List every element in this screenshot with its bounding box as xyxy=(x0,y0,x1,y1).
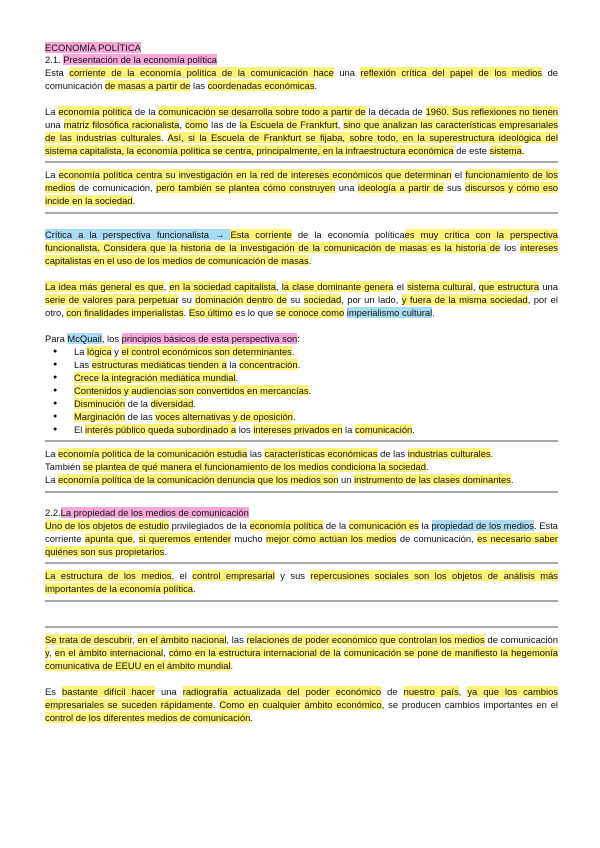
highlight: economía política xyxy=(249,520,324,531)
highlight: relaciones de poder económico que controlan los medios xyxy=(246,634,485,645)
text: : xyxy=(297,333,300,344)
list-item xyxy=(45,423,558,436)
highlight: de masas a partir de xyxy=(104,80,191,91)
text: el xyxy=(451,169,466,180)
text: . xyxy=(193,583,196,594)
highlight: comunicación se pone de manifiesto la hegemonía comunicativa de EEUU en el ámbito mundial xyxy=(45,647,559,671)
highlight: Crece la integración mediática mundial xyxy=(74,372,236,383)
text: . xyxy=(490,448,494,459)
highlight: economía política de la comunicación estudia xyxy=(58,448,248,459)
text: . xyxy=(308,385,312,396)
highlight: sistema xyxy=(489,145,522,156)
paragraph xyxy=(45,519,558,558)
text: de la xyxy=(125,398,151,409)
highlight: características económicas xyxy=(264,448,378,459)
highlight: funcionamiento de los medios xyxy=(45,169,558,193)
text: , xyxy=(472,281,479,292)
highlight: serie de valores para perpetuar xyxy=(45,294,179,305)
highlight-blue: imperialismo cultural xyxy=(346,307,433,318)
horizontal-rule xyxy=(45,212,558,214)
paragraph xyxy=(45,105,558,157)
highlight: ya que los cambios empresariales se suceden rápidamente xyxy=(45,686,558,710)
text: la xyxy=(226,359,240,370)
text: mucho xyxy=(231,533,267,544)
text: Las xyxy=(74,359,92,370)
horizontal-rule xyxy=(45,440,558,442)
highlight: pero también se plantea cómo construyen xyxy=(156,182,336,193)
list-item xyxy=(45,384,558,397)
highlight: Contenidos y audiencias son convertidos en mercancías xyxy=(74,385,309,396)
text: . xyxy=(132,195,136,206)
highlight: comunicación se desarrolla sobre todo a partir de xyxy=(158,106,366,117)
highlight: el control económicos son determinantes xyxy=(121,346,292,357)
text: . xyxy=(164,546,167,557)
text: . xyxy=(297,359,301,370)
highlight: repercusiones sociales son los objetos de análisis más importantes de la economía política xyxy=(45,570,558,594)
highlight: cómo en la estructura internacional de la xyxy=(168,647,341,658)
section-number: 2.2. xyxy=(45,507,61,518)
text: . xyxy=(308,255,312,266)
text: sus xyxy=(443,182,466,193)
text: un xyxy=(338,474,355,485)
text: las de xyxy=(208,119,240,130)
highlight: corriente de la economía política de la comunicación hace xyxy=(69,67,334,78)
text: , xyxy=(163,281,170,292)
text: una xyxy=(45,119,64,130)
highlight: interés público queda subordinado a xyxy=(84,424,237,435)
text: El xyxy=(74,424,85,435)
paragraph xyxy=(45,228,558,267)
highlight: La idea más general es que xyxy=(45,281,164,292)
text: . xyxy=(212,699,220,710)
text: de las xyxy=(377,448,408,459)
text: una xyxy=(333,67,361,78)
horizontal-rule xyxy=(45,161,558,163)
text: Para xyxy=(45,333,68,344)
list-item xyxy=(45,345,558,358)
highlight: reflexión crítica del papel de los medios xyxy=(360,67,543,78)
text: , por un lado, xyxy=(341,294,402,305)
text: . xyxy=(291,346,295,357)
text: . xyxy=(160,132,168,143)
list-item xyxy=(45,358,558,371)
section-2-1-heading xyxy=(45,54,558,66)
text: . xyxy=(314,80,318,91)
highlight: sociedad xyxy=(303,294,342,305)
highlight: es necesario saber quiénes son sus propietarios xyxy=(45,533,558,557)
text: , xyxy=(337,119,344,130)
summary-line xyxy=(45,473,558,486)
highlight: como xyxy=(185,119,209,130)
text: de comunicación, xyxy=(396,533,478,544)
paragraph xyxy=(45,633,558,672)
highlight: Esta corriente xyxy=(230,229,292,240)
highlight: intereses capitalistas en el uso de los medios de comunicación de masas xyxy=(45,242,558,266)
text: las xyxy=(247,448,265,459)
text: . xyxy=(230,660,234,671)
highlight-pink: principios básicos de esta perspectiva son xyxy=(121,333,298,344)
highlight: Uno de los objetos de estudio xyxy=(45,520,169,531)
highlight: sistema cultural xyxy=(407,281,473,292)
text: Es xyxy=(45,686,63,697)
highlight: lógica xyxy=(87,346,112,357)
highlight: en la sociedad capitalista xyxy=(169,281,276,292)
horizontal-rule xyxy=(45,562,558,564)
text: , xyxy=(458,686,468,697)
highlight-blue: McQuail xyxy=(67,333,102,344)
highlight: se plantea de qué manera el funcionamiento de los medios condiciona la sociedad xyxy=(83,461,426,472)
text: los xyxy=(500,242,520,253)
highlight: la Escuela de Frankfurt xyxy=(239,119,338,130)
text: . xyxy=(510,474,514,485)
section-2-2-heading xyxy=(45,507,558,519)
highlight: Se trata de descubrir xyxy=(45,634,132,645)
text: y sus xyxy=(274,570,311,581)
text: La xyxy=(45,169,59,180)
text: . xyxy=(235,372,239,383)
paragraph xyxy=(45,168,558,207)
highlight: nuestro país xyxy=(403,686,459,697)
highlight: la clase dominante genera xyxy=(281,281,394,292)
text: la xyxy=(418,520,432,531)
highlight: voces alternativas y de oposición xyxy=(155,411,293,422)
text: es lo que xyxy=(232,307,276,318)
highlight: Eso último xyxy=(188,307,233,318)
highlight-blue: propiedad de los medios xyxy=(431,520,534,531)
text: la xyxy=(342,424,355,435)
text: . xyxy=(425,461,429,472)
paragraph xyxy=(45,685,558,724)
text: La xyxy=(45,106,59,117)
highlight: matriz filosófica racionalista xyxy=(63,119,180,130)
paragraph xyxy=(45,332,558,345)
paragraph xyxy=(45,280,558,319)
highlight: instrumento de las clases dominantes xyxy=(354,474,511,485)
text: de comunicación xyxy=(484,634,558,645)
text: de la economía política xyxy=(291,229,405,240)
text: . xyxy=(412,424,415,435)
highlight: que estructura xyxy=(478,281,540,292)
text: . xyxy=(292,411,296,422)
highlight: diversidad xyxy=(150,398,194,409)
text: de comunicación xyxy=(45,67,558,91)
text: de comunicación, xyxy=(75,182,157,193)
highlight: intereses privados en xyxy=(253,424,343,435)
text: La xyxy=(74,346,88,357)
highlight: discursos y cómo eso incide en la sociedad xyxy=(45,182,558,206)
section-heading-text: La propiedad de los medios de comunicación xyxy=(60,507,249,518)
text: de la xyxy=(132,106,159,117)
highlight: radiografía actualizada del poder económico xyxy=(182,686,382,697)
text: , xyxy=(275,281,282,292)
highlight: es muy crítica con la perspectiva funcionalista. Considera que la historia de la investigación de la comunicación de masas es la historia de xyxy=(45,229,558,253)
text: de este xyxy=(453,145,490,156)
list-item xyxy=(45,397,558,410)
section-number: 2.1. xyxy=(45,54,64,65)
text: , xyxy=(179,119,186,130)
text: una xyxy=(335,182,358,193)
title-text: ECONOMÍA POLÍTICA xyxy=(45,42,141,53)
highlight: ideología a partir de xyxy=(357,182,444,193)
text: su xyxy=(178,294,196,305)
text: Esta xyxy=(45,67,70,78)
highlight: Como en cualquier ámbito económico xyxy=(219,699,382,710)
text: , xyxy=(163,647,169,658)
highlight: dominación dentro de xyxy=(195,294,287,305)
text: , el xyxy=(171,570,193,581)
section-heading-text: Presentación de la economía política xyxy=(63,54,217,65)
text: La xyxy=(45,448,59,459)
highlight: en el ámbito nacional xyxy=(137,634,227,645)
text: . Esta corriente xyxy=(45,520,559,544)
text: privilegiados de la xyxy=(168,520,250,531)
text: . xyxy=(432,307,435,318)
highlight: control empresarial xyxy=(192,570,275,581)
summary-line xyxy=(45,460,558,473)
highlight: comunicación es xyxy=(348,520,419,531)
text: . xyxy=(250,712,253,723)
text: su xyxy=(286,294,304,305)
paragraph xyxy=(45,66,558,92)
document-title xyxy=(45,42,558,54)
summary-block xyxy=(45,447,558,486)
highlight: control de los diferentes medios de comunicación xyxy=(45,712,251,723)
highlight: si queremos entender xyxy=(138,533,232,544)
highlight: economía política centra su investigación en la red de intereses económicos que determinan xyxy=(58,169,452,180)
highlight: estructuras mediáticas tienden a xyxy=(91,359,227,370)
highlight: 1960. Sus reflexiones no tienen xyxy=(425,106,559,117)
horizontal-rule xyxy=(45,491,558,493)
highlight: apunta que xyxy=(84,533,133,544)
text: las xyxy=(190,80,208,91)
highlight: mejor cómo actúan los medios xyxy=(266,533,397,544)
text: , las xyxy=(226,634,247,645)
text: , se producen cambios importantes en el xyxy=(381,699,559,710)
highlight: y xyxy=(45,647,49,658)
highlight: economía política de la comunicación denuncia que los medios son xyxy=(58,474,339,485)
highlight: sino que analizan las características empresariales de las industrias culturales xyxy=(45,119,558,143)
highlight: bastante difícil hacer xyxy=(62,686,155,697)
text: de xyxy=(381,686,404,697)
text: , por el otro, xyxy=(45,294,558,318)
horizontal-rule xyxy=(45,600,558,602)
highlight: en el ámbito internacional xyxy=(54,647,164,658)
highlight: Marginación xyxy=(74,411,126,422)
text: , los xyxy=(101,333,122,344)
text: la década de xyxy=(365,106,426,117)
paragraph xyxy=(45,569,558,595)
highlight-blue: Crítica a la perspectiva funcionalista → xyxy=(45,229,231,240)
document-page xyxy=(45,42,558,724)
highlight: economía política xyxy=(58,106,133,117)
text: . xyxy=(521,145,525,156)
text: de la xyxy=(323,520,349,531)
text: También xyxy=(45,461,84,472)
text: el xyxy=(393,281,408,292)
list-item xyxy=(45,410,558,423)
highlight: comunicación xyxy=(354,424,413,435)
highlight: industrias culturales xyxy=(407,448,491,459)
highlight: Así, si la Escuela de Frankfurt se fijaba, sobre todo, en la superestructura ideológica del sistema capitalista, la economía política se centra, principalmente, en la infraestructura económica xyxy=(45,132,558,156)
summary-line xyxy=(45,447,558,460)
text: y xyxy=(111,346,122,357)
list-item xyxy=(45,371,558,384)
text: La xyxy=(45,474,59,485)
text: . xyxy=(183,307,189,318)
highlight: y fuera de la misma sociedad xyxy=(401,294,528,305)
highlight: coordenadas económicas xyxy=(207,80,315,91)
text: de las xyxy=(125,411,156,422)
text: una xyxy=(539,281,558,292)
text: una xyxy=(154,686,183,697)
highlight: La estructura de los medios xyxy=(45,570,172,581)
text: . xyxy=(193,398,196,409)
highlight: se conoce como xyxy=(275,307,345,318)
highlight: concentración xyxy=(239,359,298,370)
text: , xyxy=(131,634,138,645)
highlight: Disminución xyxy=(74,398,126,409)
highlight: con finalidades imperialistas xyxy=(66,307,184,318)
text: los xyxy=(236,424,254,435)
text: , xyxy=(132,533,139,544)
bullet-list xyxy=(45,345,558,436)
text: , xyxy=(49,647,55,658)
horizontal-rule xyxy=(45,626,558,628)
